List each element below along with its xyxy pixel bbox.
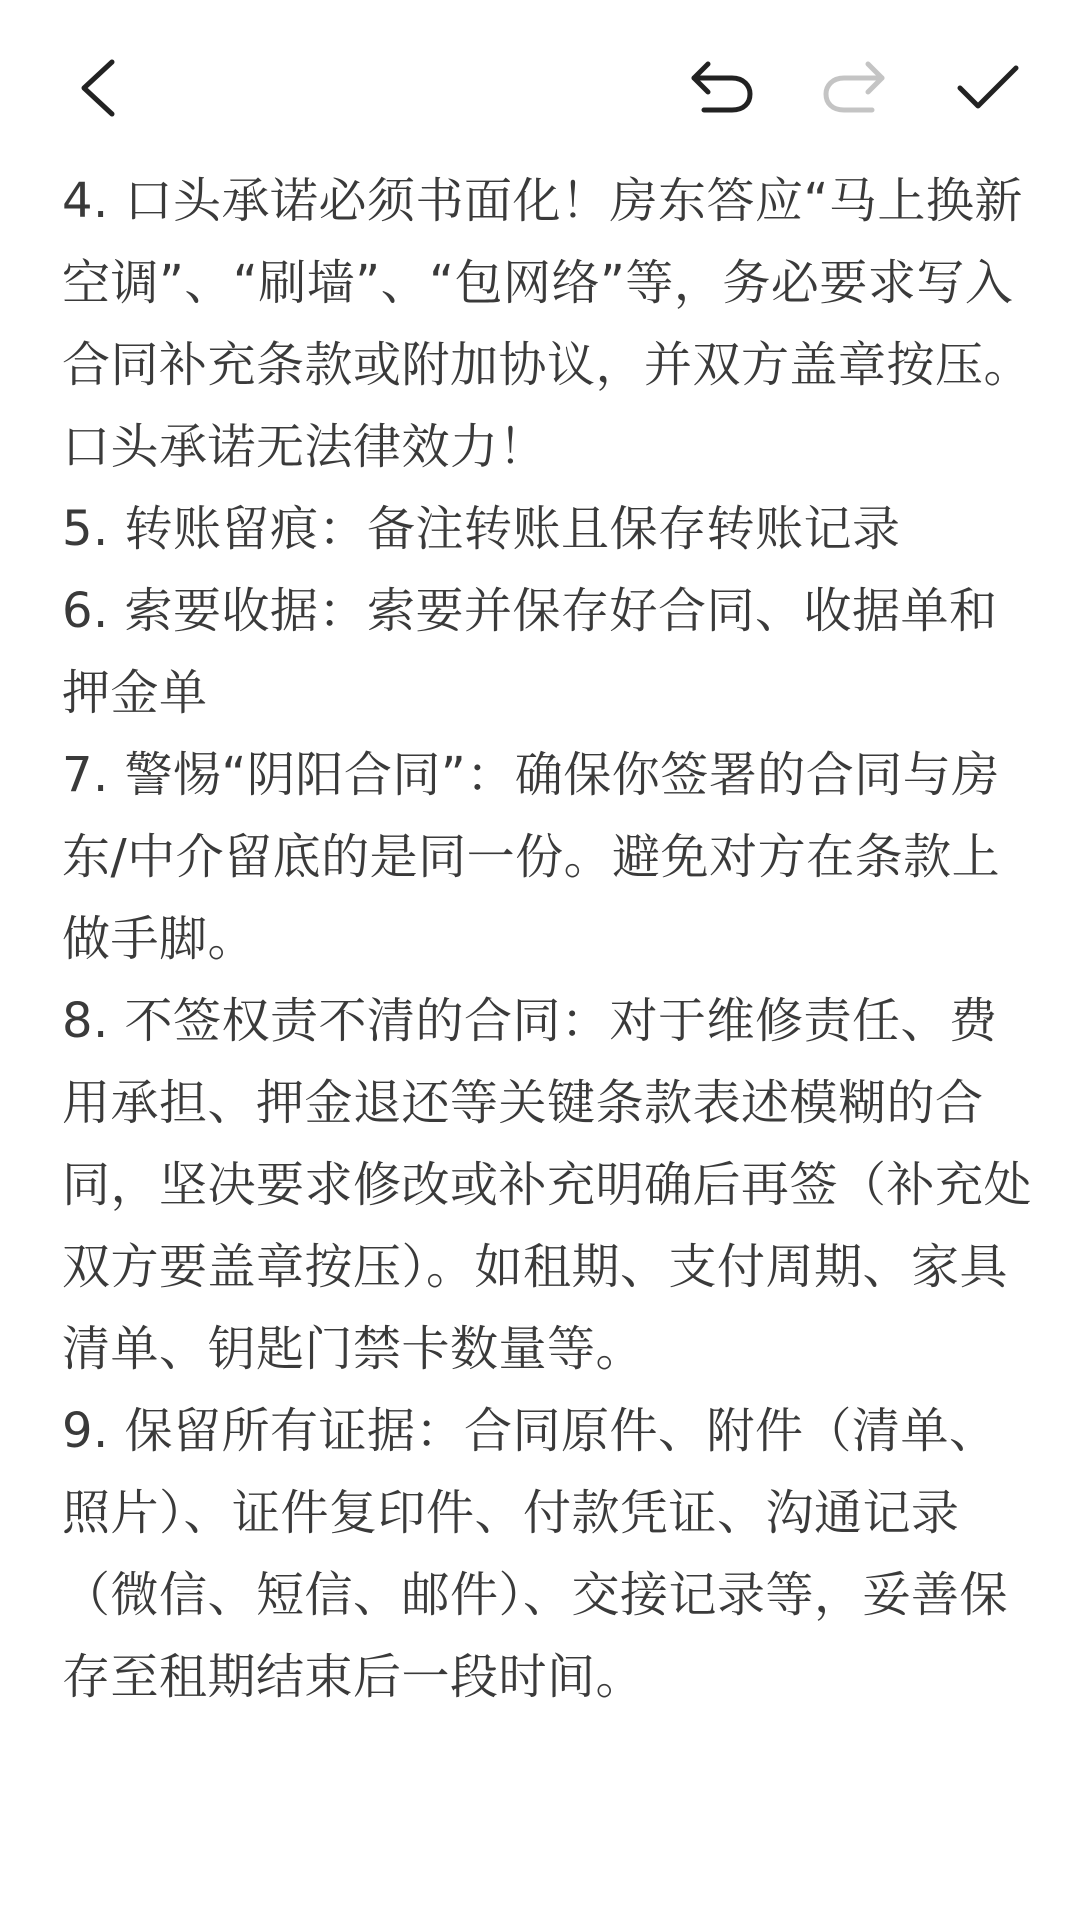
note-paragraph: 9. 保留所有证据：合同原件、附件（清单、照片）、证件复印件、付款凭证、沟通记录（微信、短信、邮件）、交接记录等，妥善保存至租期结束后一段时间。	[62, 1403, 1009, 1705]
note-paragraph: 6. 索要收据：索要并保存好合同、收据单和押金单	[62, 583, 998, 721]
note-paragraph: 4. 口头承诺必须书面化！房东答应“马上换新空调”、“刷墙”、“包网络”等，务必要求写入合同补充条款或附加协议，并双方盖章按压。口头承诺无法律效力！	[62, 173, 1033, 475]
checkmark-icon	[956, 62, 1020, 114]
redo-icon	[820, 60, 888, 116]
back-button[interactable]	[50, 40, 146, 136]
undo-button[interactable]	[674, 40, 770, 136]
undo-icon	[688, 60, 756, 116]
note-paragraph: 7. 警惕“阴阳合同”：确保你签署的合同与房东/中介留底的是同一份。避免对方在条款上做手脚。	[62, 747, 1001, 967]
redo-button[interactable]	[806, 40, 902, 136]
chevron-left-icon	[76, 58, 120, 118]
confirm-button[interactable]	[940, 40, 1036, 136]
note-editor[interactable]	[62, 160, 1042, 1718]
note-paragraph: 8. 不签权责不清的合同：对于维修责任、费用承担、押金退还等关键条款表述模糊的合同，坚决要求修改或补充明确后再签（补充处双方要盖章按压）。如租期、支付周期、家具清单、钥匙门禁卡数量等。	[62, 993, 1033, 1377]
note-paragraph: 5. 转账留痕：备注转账且保存转账记录	[62, 501, 901, 557]
toolbar	[0, 0, 1080, 170]
